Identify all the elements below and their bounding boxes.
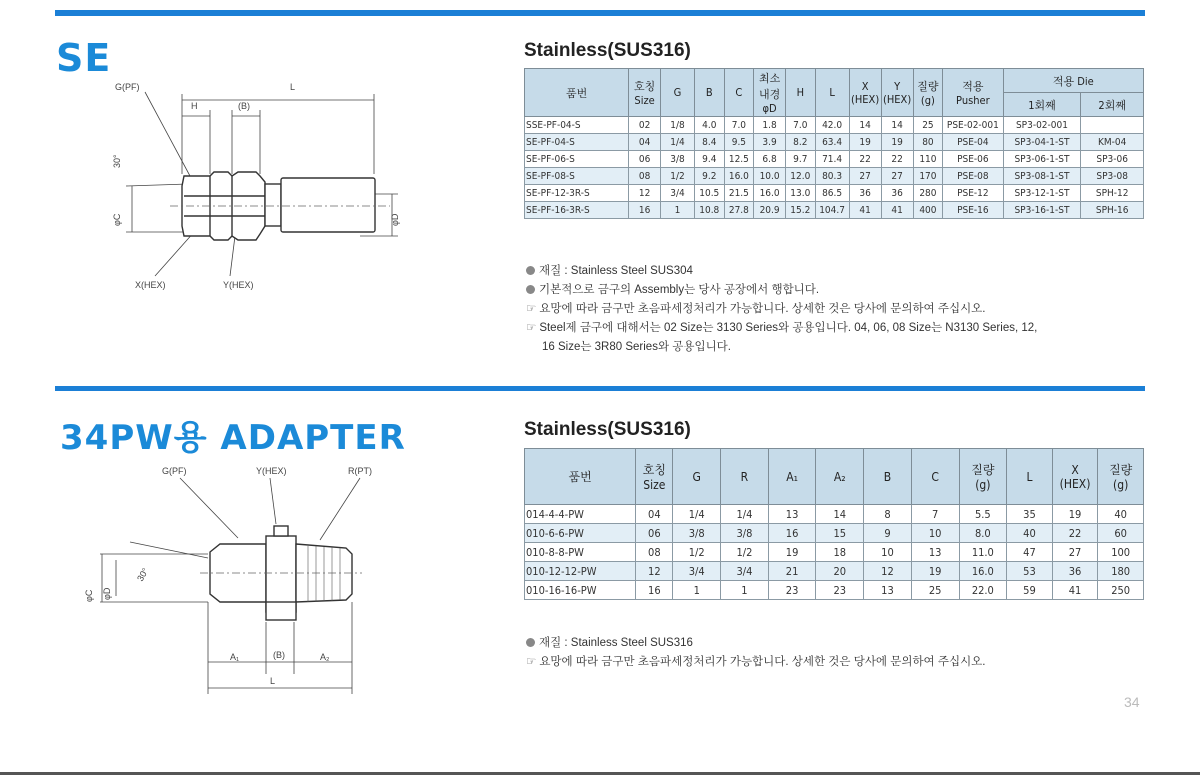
table-cell: 16.0	[959, 562, 1007, 581]
adapter-notes	[526, 634, 986, 672]
table-cell: 53	[1007, 562, 1053, 581]
label-rpt: R(PT)	[348, 466, 372, 476]
label-phic: φC	[84, 589, 94, 602]
pointing-hand-icon: ☞	[526, 656, 537, 668]
note-text: 기본적으로 금구의 Assembly는 당사 공장에서 행합니다.	[539, 284, 820, 296]
table-cell: 8	[864, 505, 912, 524]
label-a2: A₂	[320, 652, 330, 662]
table-cell: 20.9	[754, 202, 786, 219]
col-die-2: 2회째	[1081, 93, 1144, 117]
adapter-spec-table	[524, 448, 1144, 600]
table-cell: 59	[1007, 581, 1053, 600]
table-cell: 10	[911, 524, 959, 543]
table-cell: 1/2	[673, 543, 721, 562]
table-cell: 14	[881, 117, 913, 134]
note-text: 재질 : Stainless Steel SUS304	[539, 265, 693, 277]
note-text: Steel제 금구에 대해서는 02 Size는 3130 Series와 공용입니다. 04, 06, 08 Size는 N3130 Series, 12,	[539, 322, 1038, 334]
col-l: L	[1007, 449, 1053, 505]
table-cell: 13	[768, 505, 816, 524]
table-cell: 180	[1098, 562, 1144, 581]
label-phid: φD	[102, 587, 112, 600]
table-cell: 86.5	[815, 185, 849, 202]
label-angle: 30°	[112, 154, 122, 168]
page-number: 34	[1124, 694, 1140, 710]
table-cell: 80	[913, 134, 943, 151]
adapter-table-caption: Stainless(SUS316)	[524, 419, 691, 440]
table-cell: 7	[911, 505, 959, 524]
col-weight-2: 질량 (g)	[1098, 449, 1144, 505]
table-cell: 12.5	[724, 151, 754, 168]
table-cell: 19	[881, 134, 913, 151]
table-cell: 1/4	[673, 505, 721, 524]
col-weight: 질량 (g)	[913, 69, 943, 117]
table-cell: 35	[1007, 505, 1053, 524]
table-cell: 41	[849, 202, 881, 219]
table-cell: 04	[629, 134, 661, 151]
label-l: L	[290, 82, 296, 92]
table-cell: SP3-06-1-ST	[1003, 151, 1081, 168]
col-part-no: 품번	[525, 69, 629, 117]
table-cell: PSE-08	[943, 168, 1003, 185]
adapter-diagram	[70, 462, 390, 702]
table-cell: 1/4	[721, 505, 769, 524]
table-cell: 12	[636, 562, 673, 581]
label-a1: A₁	[230, 652, 240, 662]
table-cell: 10.0	[754, 168, 786, 185]
table-cell: 5.5	[959, 505, 1007, 524]
col-b: B	[694, 69, 724, 117]
col-weight: 질량 (g)	[959, 449, 1007, 505]
table-row	[525, 185, 1144, 202]
table-cell: SE-PF-04-S	[525, 134, 629, 151]
table-cell: 40	[1007, 524, 1053, 543]
table-cell: 27	[1052, 543, 1098, 562]
bullet-icon	[526, 638, 535, 647]
note-line	[526, 319, 1037, 338]
table-cell: 36	[849, 185, 881, 202]
note-line	[526, 338, 1037, 357]
table-cell: 15.2	[785, 202, 815, 219]
table-cell: 40	[1098, 505, 1144, 524]
table-cell: 22	[881, 151, 913, 168]
table-row	[525, 543, 1144, 562]
bullet-icon	[526, 285, 535, 294]
table-cell: 27	[881, 168, 913, 185]
table-cell: 19	[911, 562, 959, 581]
table-cell: 3/4	[673, 562, 721, 581]
note-line	[526, 262, 1037, 281]
table-cell: 104.7	[815, 202, 849, 219]
col-g: G	[660, 69, 694, 117]
table-cell: 12	[629, 185, 661, 202]
table-cell: 13.0	[785, 185, 815, 202]
table-cell: 27.8	[724, 202, 754, 219]
table-cell: 63.4	[815, 134, 849, 151]
table-cell: 9.5	[724, 134, 754, 151]
table-cell: 3/8	[660, 151, 694, 168]
table-cell: SP3-16-1-ST	[1003, 202, 1081, 219]
label-angle: 30°	[135, 566, 151, 583]
table-cell: 60	[1098, 524, 1144, 543]
table-cell: 47	[1007, 543, 1053, 562]
col-b: B	[864, 449, 912, 505]
table-cell: PSE-04	[943, 134, 1003, 151]
note-text: 16 Size는 3R80 Series와 공용입니다.	[542, 341, 731, 353]
table-cell: 1	[673, 581, 721, 600]
section-divider	[55, 386, 1145, 391]
label-phid: φD	[390, 213, 400, 226]
table-cell: SPH-12	[1081, 185, 1144, 202]
table-cell: 23	[816, 581, 864, 600]
table-cell: 8.4	[694, 134, 724, 151]
table-cell: 19	[768, 543, 816, 562]
label-gpf: G(PF)	[162, 466, 187, 476]
bottom-border	[0, 772, 1200, 775]
col-pusher: 적용 Pusher	[943, 69, 1003, 117]
table-cell: 170	[913, 168, 943, 185]
table-cell: PSE-02-001	[943, 117, 1003, 134]
table-cell: SE-PF-06-S	[525, 151, 629, 168]
label-phic: φC	[112, 213, 122, 226]
table-cell: 80.3	[815, 168, 849, 185]
table-cell: 400	[913, 202, 943, 219]
table-cell: SPH-16	[1081, 202, 1144, 219]
col-c: C	[911, 449, 959, 505]
col-x: X (HEX)	[849, 69, 881, 117]
se-notes	[526, 262, 1037, 357]
note-line	[526, 653, 986, 672]
table-cell: 3/8	[673, 524, 721, 543]
label-gpf: G(PF)	[115, 82, 140, 92]
col-l: L	[815, 69, 849, 117]
note-text: 요망에 따라 금구만 초음파세정처리가 가능합니다. 상세한 것은 당사에 문의하여 주십시오.	[539, 656, 986, 668]
table-cell: 08	[629, 168, 661, 185]
table-cell: 1	[660, 202, 694, 219]
se-spec-table	[524, 68, 1144, 219]
table-row	[525, 168, 1144, 185]
table-cell: SSE-PF-04-S	[525, 117, 629, 134]
table-cell: 010-12-12-PW	[525, 562, 636, 581]
table-cell: SE-PF-08-S	[525, 168, 629, 185]
section-adapter-title: 34PW용 ADAPTER	[60, 418, 406, 458]
col-size: 호칭 Size	[629, 69, 661, 117]
table-cell: SE-PF-12-3R-S	[525, 185, 629, 202]
label-h: H	[191, 101, 198, 111]
table-cell: 9.7	[785, 151, 815, 168]
table-cell: 21	[768, 562, 816, 581]
table-row	[525, 581, 1144, 600]
table-cell: 13	[911, 543, 959, 562]
table-cell: KM-04	[1081, 134, 1144, 151]
table-cell: 100	[1098, 543, 1144, 562]
col-die-1: 1회째	[1003, 93, 1081, 117]
table-cell: 9	[864, 524, 912, 543]
table-row	[525, 524, 1144, 543]
table-cell: 16	[629, 202, 661, 219]
col-part-no: 품번	[525, 449, 636, 505]
table-cell: 20	[816, 562, 864, 581]
table-cell: 16.0	[754, 185, 786, 202]
label-yhex: Y(HEX)	[223, 280, 254, 290]
label-l: L	[270, 676, 276, 686]
table-cell: 010-16-16-PW	[525, 581, 636, 600]
note-text: 재질 : Stainless Steel SUS316	[539, 637, 693, 649]
col-h: H	[785, 69, 815, 117]
table-cell: SP3-02-001	[1003, 117, 1081, 134]
label-xhex: X(HEX)	[135, 280, 166, 290]
label-yhex: Y(HEX)	[256, 466, 287, 476]
table-cell: 4.0	[694, 117, 724, 134]
table-cell: PSE-06	[943, 151, 1003, 168]
table-cell: 10.5	[694, 185, 724, 202]
col-die: 적용 Die	[1003, 69, 1143, 93]
table-row	[525, 202, 1144, 219]
table-cell: 280	[913, 185, 943, 202]
col-min-id: 최소 내경 φD	[754, 69, 786, 117]
table-cell: 25	[913, 117, 943, 134]
table-cell: 12.0	[785, 168, 815, 185]
table-cell: 1/4	[660, 134, 694, 151]
table-row	[525, 562, 1144, 581]
table-cell: 16	[636, 581, 673, 600]
table-cell: SP3-08-1-ST	[1003, 168, 1081, 185]
table-cell: 3/4	[660, 185, 694, 202]
table-row	[525, 134, 1144, 151]
table-cell: 13	[864, 581, 912, 600]
pointing-hand-icon: ☞	[526, 322, 537, 334]
table-cell: 3/8	[721, 524, 769, 543]
table-cell: 9.2	[694, 168, 724, 185]
table-cell	[1081, 117, 1144, 134]
table-cell: 10.8	[694, 202, 724, 219]
table-cell: SP3-06	[1081, 151, 1144, 168]
table-cell: 3.9	[754, 134, 786, 151]
table-cell: PSE-16	[943, 202, 1003, 219]
table-cell: PSE-12	[943, 185, 1003, 202]
table-cell: 19	[1052, 505, 1098, 524]
table-cell: SP3-08	[1081, 168, 1144, 185]
table-cell: 16	[768, 524, 816, 543]
table-cell: 010-8-8-PW	[525, 543, 636, 562]
table-cell: 7.0	[724, 117, 754, 134]
col-a1: A₁	[768, 449, 816, 505]
table-cell: 3/4	[721, 562, 769, 581]
table-cell: 010-6-6-PW	[525, 524, 636, 543]
table-cell: 12	[864, 562, 912, 581]
table-cell: 16.0	[724, 168, 754, 185]
table-cell: 15	[816, 524, 864, 543]
table-cell: SE-PF-16-3R-S	[525, 202, 629, 219]
table-cell: 41	[1052, 581, 1098, 600]
table-cell: 9.4	[694, 151, 724, 168]
col-x: X (HEX)	[1052, 449, 1098, 505]
se-fitting-diagram	[60, 76, 420, 306]
table-cell: 11.0	[959, 543, 1007, 562]
col-c: C	[724, 69, 754, 117]
table-cell: 41	[881, 202, 913, 219]
table-cell: 10	[864, 543, 912, 562]
note-line	[526, 300, 1037, 319]
table-cell: 22	[849, 151, 881, 168]
table-cell: SP3-04-1-ST	[1003, 134, 1081, 151]
table-cell: 250	[1098, 581, 1144, 600]
table-cell: 23	[768, 581, 816, 600]
table-row	[525, 151, 1144, 168]
table-cell: 21.5	[724, 185, 754, 202]
table-row	[525, 117, 1144, 134]
table-cell: 22.0	[959, 581, 1007, 600]
table-cell: 06	[636, 524, 673, 543]
section-se-title: SE	[56, 36, 112, 80]
label-b: (B)	[238, 101, 250, 111]
table-cell: 1/2	[721, 543, 769, 562]
table-cell: 1/2	[660, 168, 694, 185]
table-cell: 14	[816, 505, 864, 524]
col-y: Y (HEX)	[881, 69, 913, 117]
se-table-caption: Stainless(SUS316)	[524, 40, 691, 61]
table-cell: 08	[636, 543, 673, 562]
table-cell: 27	[849, 168, 881, 185]
table-cell: SP3-12-1-ST	[1003, 185, 1081, 202]
table-cell: 25	[911, 581, 959, 600]
table-cell: 06	[629, 151, 661, 168]
col-g: G	[673, 449, 721, 505]
table-cell: 42.0	[815, 117, 849, 134]
bullet-icon	[526, 266, 535, 275]
table-cell: 6.8	[754, 151, 786, 168]
table-cell: 110	[913, 151, 943, 168]
table-cell: 014-4-4-PW	[525, 505, 636, 524]
table-row	[525, 505, 1144, 524]
table-cell: 02	[629, 117, 661, 134]
table-cell: 36	[881, 185, 913, 202]
note-text: 요망에 따라 금구만 초음파세정처리가 가능합니다. 상세한 것은 당사에 문의하여 주십시오.	[539, 303, 986, 315]
label-b: (B)	[273, 650, 285, 660]
col-size: 호칭 Size	[636, 449, 673, 505]
top-divider	[55, 10, 1145, 16]
table-cell: 14	[849, 117, 881, 134]
table-cell: 7.0	[785, 117, 815, 134]
table-cell: 19	[849, 134, 881, 151]
col-r: R	[721, 449, 769, 505]
table-cell: 36	[1052, 562, 1098, 581]
table-cell: 1/8	[660, 117, 694, 134]
table-cell: 1	[721, 581, 769, 600]
note-line	[526, 281, 1037, 300]
pointing-hand-icon: ☞	[526, 303, 537, 315]
table-cell: 71.4	[815, 151, 849, 168]
table-cell: 04	[636, 505, 673, 524]
table-cell: 8.0	[959, 524, 1007, 543]
table-cell: 1.8	[754, 117, 786, 134]
note-line	[526, 634, 986, 653]
table-cell: 8.2	[785, 134, 815, 151]
table-cell: 18	[816, 543, 864, 562]
col-a2: A₂	[816, 449, 864, 505]
table-cell: 22	[1052, 524, 1098, 543]
